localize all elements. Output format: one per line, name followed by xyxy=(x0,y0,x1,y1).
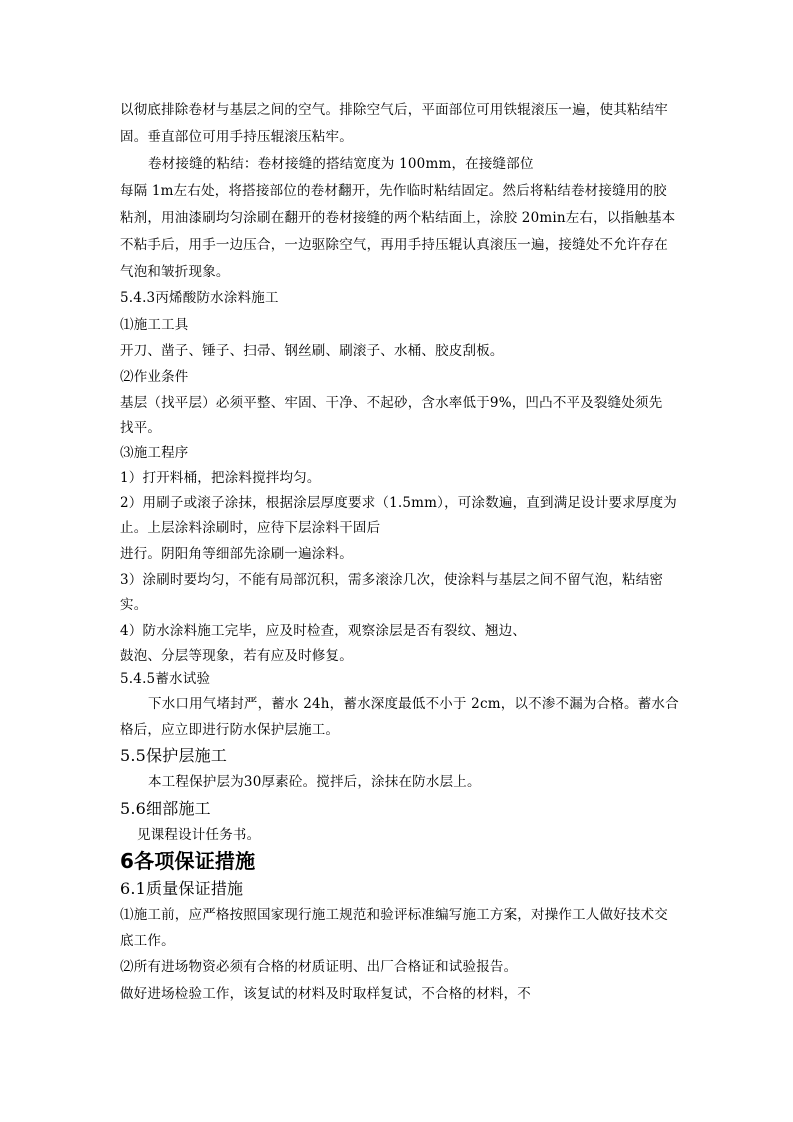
section-heading: 5.5保护层施工 xyxy=(120,746,228,765)
paragraph-line: 粘剂，用油漆刷均匀涂刷在翻开的卷材接缝的两个粘结面上，涂胶 20min左右，以指触基本 xyxy=(120,210,676,226)
paragraph-line: 见课程设计任务书。 xyxy=(137,827,261,843)
subsection-heading: ⑴施工工具 xyxy=(120,317,189,333)
list-item: 1）打开料桶，把涂料搅拌均匀。 xyxy=(120,470,321,486)
list-item: 止。上层涂料涂刷时，应待下层涂料干固后 xyxy=(120,520,381,536)
paragraph-line: 做好进场检验工作，该复试的材料及时取样复试，不合格的材料，不 xyxy=(120,986,531,1002)
list-item: 3）涂刷时要均匀，不能有局部沉积，需多滚涂几次，使涂料与基层之间不留气泡，粘结密 xyxy=(120,572,664,588)
paragraph-line: 不粘手后，用手一边压合，一边驱除空气，再用手持压辊认真滚压一遍，接缝处不允许存在 xyxy=(120,237,668,253)
list-item: 进行。阴阳角等细部先涂刷一遍涂料。 xyxy=(120,546,353,562)
paragraph-line: 以彻底排除卷材与基层之间的空气。排除空气后，平面部位可用铁辊滚压一遍，使其粘结牢 xyxy=(120,102,668,118)
paragraph-line: 格后，应立即进行防水保护层施工。 xyxy=(120,722,340,738)
paragraph-line: ⑵所有进场物资必须有合格的材质证明、出厂合格证和试验报告。 xyxy=(120,959,518,975)
subsection-heading: ⑶施工程序 xyxy=(120,445,189,461)
paragraph-line: 本工程保护层为30厚素砼。搅拌后，涂抹在防水层上。 xyxy=(148,774,481,790)
paragraph-line: 气泡和皱折现象。 xyxy=(120,264,230,280)
list-item: 鼓泡、分层等现象，若有应及时修复。 xyxy=(120,648,353,664)
paragraph-line: 找平。 xyxy=(120,420,162,436)
paragraph-line: 下水口用气堵封严，蓄水 24h，蓄水深度最低不小于 2cm，以不渗不漏为合格。蓄水合 xyxy=(148,696,679,712)
paragraph-line: 底工作。 xyxy=(120,933,175,949)
paragraph-line: 固。垂直部位可用手持压辊滚压粘牢。 xyxy=(120,129,353,145)
section-heading: 5.6细部施工 xyxy=(120,799,211,818)
section-heading: 6.1质量保证措施 xyxy=(120,879,244,898)
section-heading: 5.4.3丙烯酸防水涂料施工 xyxy=(120,290,279,306)
paragraph-line: ⑴施工前，应严格按照国家现行施工规范和验评标准编写施工方案，对操作工人做好技术交 xyxy=(120,907,668,923)
list-item: 4）防水涂料施工完毕，应及时检查，观察涂层是否有裂纹、翘边、 xyxy=(120,623,527,639)
subsection-heading: ⑵作业条件 xyxy=(120,369,189,385)
section-heading: 5.4.5蓄水试验 xyxy=(120,671,211,687)
paragraph-line: 每隔 1m左右处，将搭接部位的卷材翻开，先作临时粘结固定。然后将粘结卷材接缝用的胶 xyxy=(120,183,667,199)
list-item: 实。 xyxy=(120,597,148,613)
paragraph-line: 开刀、凿子、锤子、扫帚、钢丝刷、刷滚子、水桶、胶皮刮板。 xyxy=(120,343,504,359)
chapter-heading: 6各项保证措施 xyxy=(120,849,256,873)
paragraph-line: 卷材接缝的粘结：卷材接缝的搭结宽度为 100mm，在接缝部位 xyxy=(148,156,534,172)
paragraph-line: 基层（找平层）必须平整、牢固、干净、不起砂，含水率低于9%，凹凸不平及裂缝处须先 xyxy=(120,395,663,411)
list-item: 2）用刷子或滚子涂抹，根据涂层厚度要求（1.5mm），可涂数遍，直到满足设计要求厚度为 xyxy=(120,495,678,511)
